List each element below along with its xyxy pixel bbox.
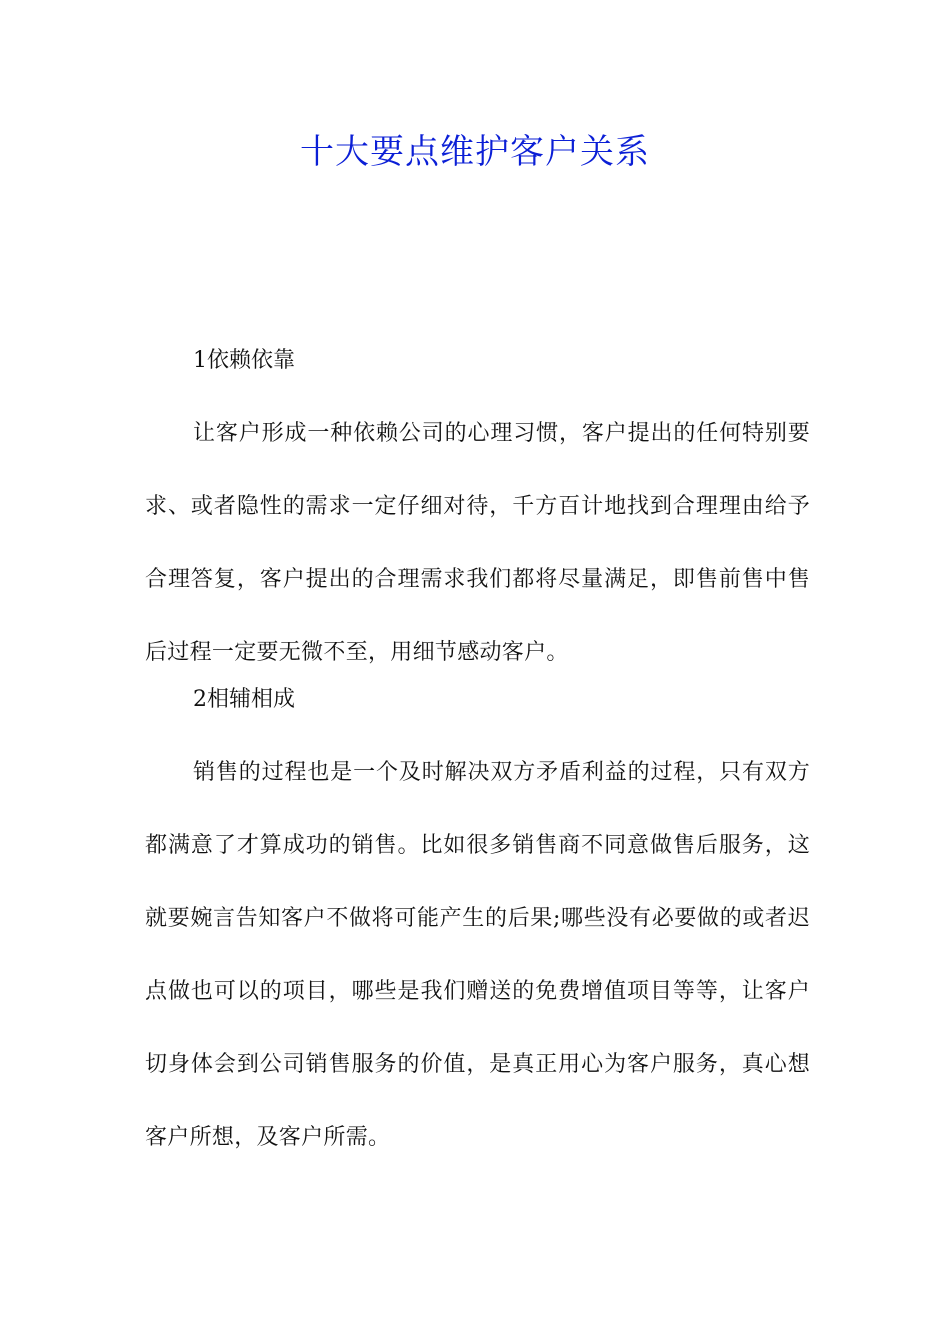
section-paragraph-2: 销售的过程也是一个及时解决双方矛盾利益的过程，只有双方都满意了才算成功的销售。比如很多销售商不同意做售后服务，这就要婉言告知客户不做将可能产生的后果;哪些没有必要做的或者迟点做也可以的项目，哪些是我们赠送的免费增值项目等等，让客户切身体会到公司销售服务的价值，是真正用心为客户服务，真心想客户所想，及客户所需。: [145, 760, 810, 1150]
section-heading-2: 2相辅相成: [193, 687, 295, 712]
document-title: 十大要点维护客户关系: [300, 132, 650, 172]
section-heading-1: 1依赖依靠: [193, 348, 295, 373]
document-body: [145, 340, 810, 1174]
section-paragraph-1: 让客户形成一种依赖公司的心理习惯，客户提出的任何特别要求、或者隐性的需求一定仔细对待，千方百计地找到合理理由给予合理答复，客户提出的合理需求我们都将尽量满足，即售前售中售后过程一定要无微不至，用细节感动客户。: [145, 421, 810, 665]
